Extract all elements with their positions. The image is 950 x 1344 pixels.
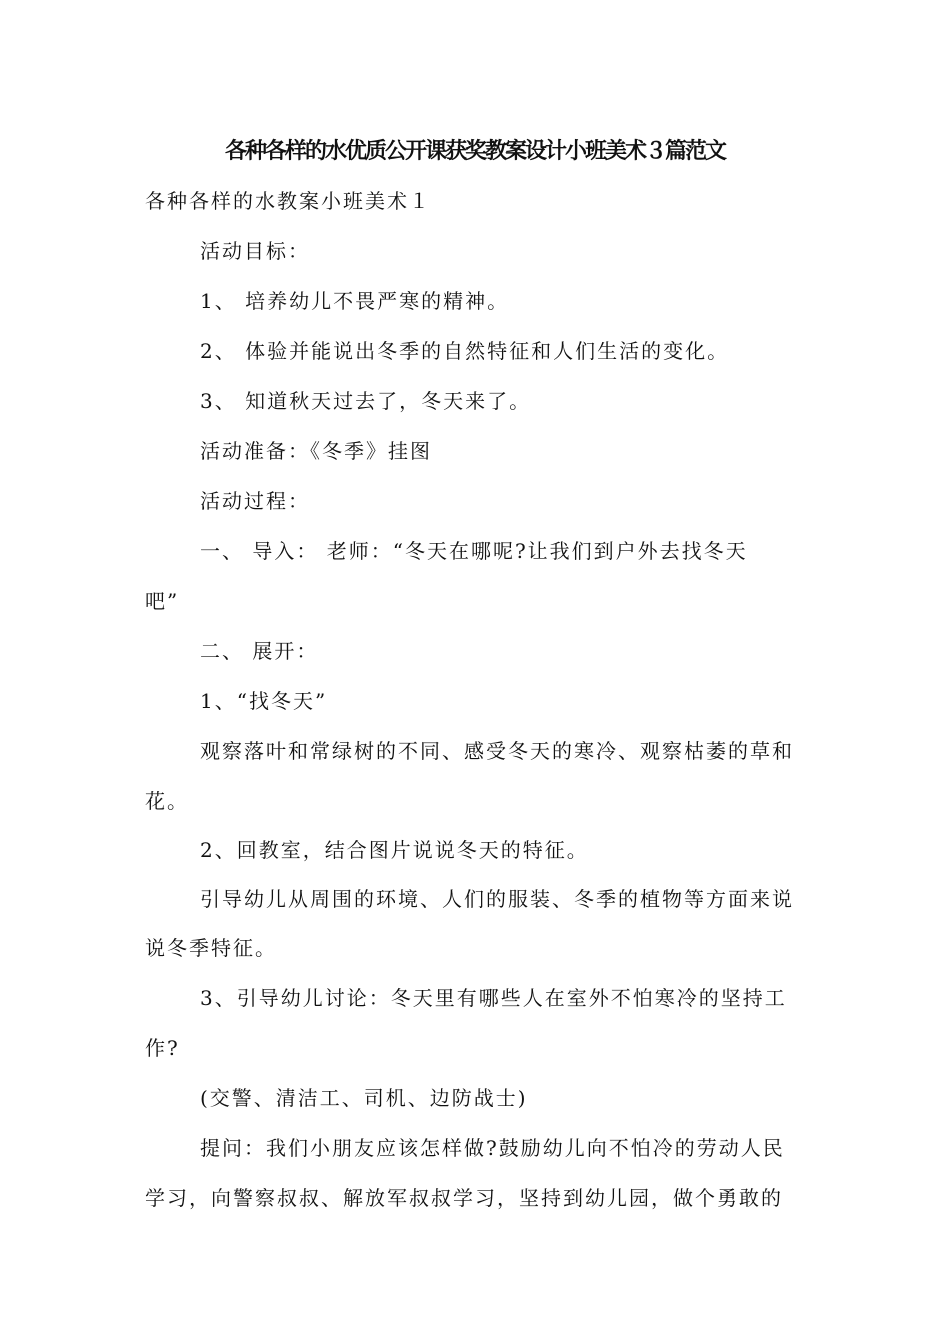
paragraph-line: 作?: [145, 1036, 180, 1060]
paragraph-line: 活动准备：《冬季》挂图: [200, 439, 432, 463]
paragraph-line: 学习，向警察叔叔、解放军叔叔学习，坚持到幼儿园，做个勇敢的: [145, 1186, 783, 1210]
paragraph-line: 3、 知道秋天过去了，冬天来了。: [200, 389, 532, 413]
paragraph-line: 说冬季特征。: [145, 936, 277, 960]
paragraph-line: 活动目标：: [200, 239, 310, 263]
paragraph-line: 引导幼儿从周围的环境、人们的服装、冬季的植物等方面来说: [200, 887, 794, 911]
paragraph-line: 3、引导幼儿讨论：冬天里有哪些人在室外不怕寒冷的坚持工: [200, 986, 787, 1010]
paragraph-line: 1、“找冬天”: [200, 689, 328, 713]
section-heading: 各种各样的水教案小班美术１: [145, 189, 431, 213]
paragraph-line: 花。: [145, 789, 189, 813]
document-title: 各种各样的水优质公开课获奖教案设计小班美术３篇范文: [224, 139, 725, 164]
paragraph-line: 2、 体验并能说出冬季的自然特征和人们生活的变化。: [200, 339, 730, 363]
paragraph-line: (交警、清洁工、司机、边防战士): [200, 1086, 528, 1110]
paragraph-line: 活动过程：: [200, 489, 310, 513]
paragraph-line: 提问：我们小朋友应该怎样做?鼓励幼儿向不怕冷的劳动人民: [200, 1136, 785, 1160]
paragraph-line: 二、 展开：: [200, 639, 319, 663]
paragraph-line: 一、 导入： 老师：“冬天在哪呢?让我们到户外去找冬天: [200, 539, 748, 563]
paragraph-line: 2、回教室，结合图片说说冬天的特征。: [200, 838, 589, 862]
paragraph-line: 吧”: [145, 589, 180, 613]
paragraph-line: 1、 培养幼儿不畏严寒的精神。: [200, 289, 510, 313]
paragraph-line: 观察落叶和常绿树的不同、感受冬天的寒冷、观察枯萎的草和: [200, 739, 794, 763]
